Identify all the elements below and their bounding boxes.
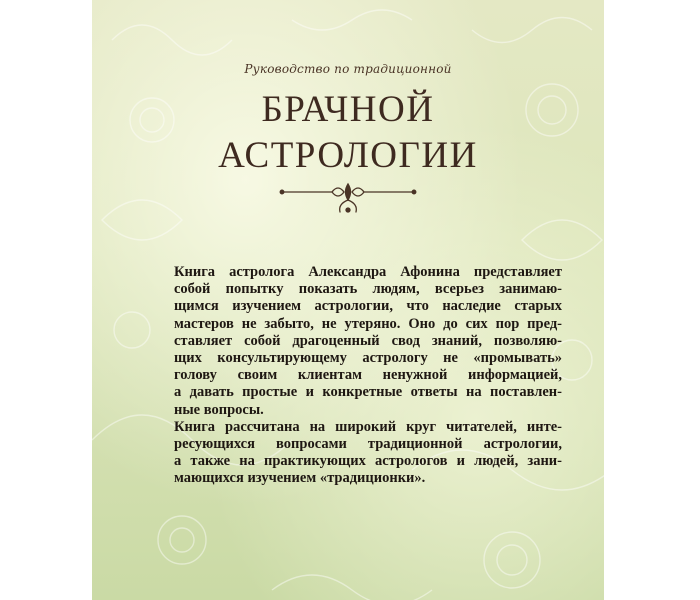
text-line: голову своим клиентам ненужной информацией,	[174, 367, 562, 384]
text-line: собой попытку показать людям, всерьез занимаю-	[174, 281, 562, 298]
text-line: ные вопросы.	[174, 401, 264, 418]
text-line: Книга рассчитана на широкий круг читателей, инте-	[174, 418, 562, 435]
cover-title-line-2: АСТРОЛОГИИ	[218, 135, 478, 176]
text-line: щимся изучением астрологии, что наследие старых	[174, 298, 562, 315]
text-line: а также на практикующих астрологов и людей, зани-	[174, 453, 562, 470]
cover-description	[158, 264, 562, 488]
text-line: мающихся изучением «традиционки».	[174, 470, 426, 487]
book-cover	[92, 0, 604, 600]
description-paragraph-1	[158, 264, 562, 419]
cover-subtitle: Руководство по традиционной	[244, 62, 452, 76]
text-line: Книга астролога Александра Афонина представляет	[174, 264, 562, 280]
cover-title-line-1: БРАЧНОЙ	[261, 89, 435, 130]
text-line: щих консультирующему астрологу не «промывать»	[174, 350, 562, 367]
text-line: ресующихся вопросами традиционной астрологии,	[174, 436, 562, 453]
description-paragraph-2	[158, 419, 562, 488]
text-line: ставляет собой драгоценный свод знаний, позволяю-	[174, 332, 562, 349]
text-line: а давать простые и конкретные ответы на поставлен-	[174, 384, 562, 401]
text-line: мастеров не забыто, не утеряно. Оно до сих пор пред-	[174, 315, 562, 332]
flourish-divider-icon	[278, 180, 418, 216]
